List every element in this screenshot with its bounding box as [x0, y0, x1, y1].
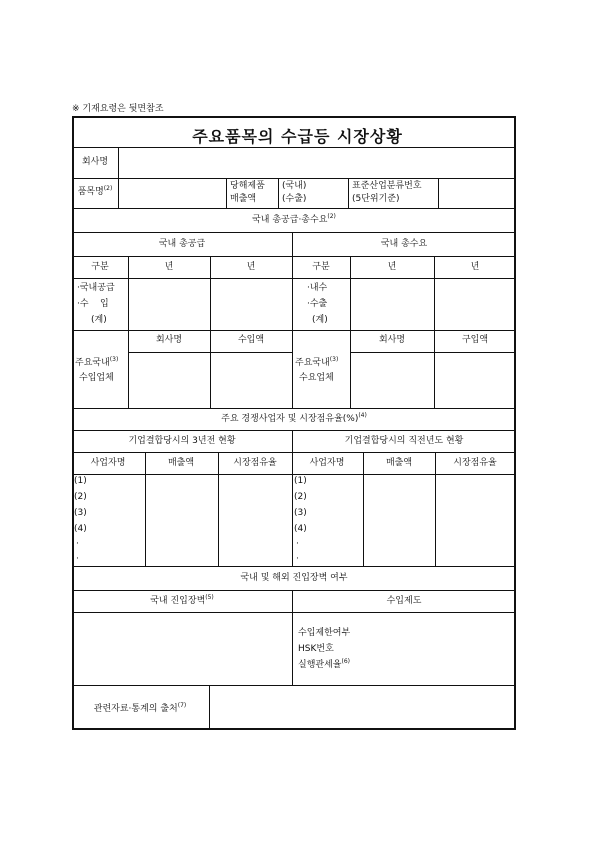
divider — [72, 232, 516, 233]
col-company: 회사명 — [378, 335, 406, 345]
divider — [292, 232, 293, 408]
importers-label: 주요국내$^{(3)}$ 수입업체 — [75, 356, 119, 383]
section-barriers: 국내 및 해외 진입장벽 여부 — [240, 573, 348, 583]
sales-label: 당해제품 매출액 — [230, 181, 265, 204]
section-supply-demand: 국내 총공급·총수요$^{(2)}$ — [252, 213, 336, 225]
divider — [348, 178, 349, 208]
divider — [145, 452, 146, 566]
demand-row-label: ·내수 — [307, 283, 328, 293]
divider — [210, 256, 211, 408]
import-system-header: 수입제도 — [386, 596, 422, 606]
row-mark: (4) — [74, 524, 87, 534]
kic-label: 표준산업분류번호 (5단위기준) — [352, 181, 422, 204]
divider — [72, 330, 516, 331]
col-sales: 매출액 — [167, 458, 195, 468]
row-mark: (4) — [294, 524, 307, 534]
divider — [350, 352, 516, 353]
demand-row-label: ·수출 — [307, 299, 328, 309]
row-mark: · — [296, 539, 299, 549]
source-label: 관련자료·통계의 출처$^{(7)}$ — [93, 702, 187, 714]
product-label: 품목명$^{(2)}$ — [77, 185, 113, 197]
col-business: 사업자명 — [90, 458, 126, 468]
demand-header: 국내 총수요 — [380, 239, 428, 249]
row-mark: (3) — [294, 508, 307, 518]
supply-row-label: ·수 입 — [77, 299, 109, 309]
divider — [363, 452, 364, 566]
col-import-amount: 수입액 — [237, 335, 265, 345]
col-share: 시장점유율 — [453, 458, 497, 468]
sales-domestic-export[interactable]: (국내) (수출) — [282, 181, 307, 204]
hsk-label: HSK번호 — [298, 644, 334, 654]
divider — [72, 590, 516, 591]
row-mark: · — [76, 554, 79, 564]
divider — [72, 566, 516, 567]
row-mark: · — [296, 554, 299, 564]
col-division: 구분 — [91, 262, 109, 272]
import-restriction-label: 수입제한여부 — [298, 628, 351, 638]
divider — [435, 452, 436, 566]
company-input[interactable] — [119, 148, 515, 178]
divider — [350, 256, 351, 408]
merge-prev-header: 기업결합당시의 직전년도 현황 — [344, 436, 464, 446]
page-title: 주요품목의 수급등 시장상황 — [192, 127, 403, 146]
divider — [292, 590, 293, 685]
tariff-label: 실행관세율$^{(6)}$ — [298, 658, 350, 670]
col-business: 사업자명 — [309, 458, 345, 468]
divider — [72, 430, 516, 431]
col-share: 시장점유율 — [233, 458, 277, 468]
demand-row-label: (계) — [312, 315, 328, 325]
row-mark: (1) — [294, 476, 307, 486]
col-year: 년 — [470, 262, 480, 272]
divider — [72, 278, 516, 279]
demanders-label: 주요국내$^{(3)}$ 수요업체 — [295, 356, 339, 383]
company-label: 회사명 — [81, 157, 109, 167]
col-year: 년 — [387, 262, 397, 272]
supply-header: 국내 총공급 — [158, 239, 206, 249]
supply-row-label: (계) — [91, 315, 107, 325]
col-sales: 매출액 — [385, 458, 413, 468]
supply-row-label: ·국내공급 — [77, 283, 115, 293]
row-mark: · — [76, 539, 79, 549]
barrier-input[interactable] — [73, 613, 292, 685]
col-year: 년 — [164, 262, 174, 272]
product-input[interactable] — [119, 179, 226, 208]
col-company: 회사명 — [155, 335, 183, 345]
row-mark: (3) — [74, 508, 87, 518]
barrier-header: 국내 진입장벽$^{(5)}$ — [150, 594, 214, 606]
merge-3y-header: 기업결합당시의 3년전 현황 — [128, 436, 236, 446]
divider — [218, 452, 219, 566]
source-input[interactable] — [210, 686, 515, 729]
divider — [72, 474, 516, 475]
divider — [72, 208, 516, 209]
divider — [226, 178, 227, 208]
note-text: ※ 기재요령은 뒷면참조 — [72, 104, 164, 114]
divider — [72, 452, 516, 453]
section-competitors: 주요 경쟁사업자 및 시장점유율(%)$^{(4)}$ — [221, 412, 367, 424]
divider — [434, 256, 435, 408]
row-mark: (2) — [74, 492, 87, 502]
divider — [292, 430, 293, 566]
col-year: 년 — [246, 262, 256, 272]
row-mark: (2) — [294, 492, 307, 502]
divider — [278, 178, 279, 208]
divider — [72, 408, 516, 409]
kic-input[interactable] — [439, 179, 515, 208]
divider — [128, 256, 129, 408]
col-division: 구분 — [312, 262, 330, 272]
divider — [72, 256, 516, 257]
row-mark: (1) — [74, 476, 87, 486]
col-purchase-amount: 구입액 — [461, 335, 489, 345]
